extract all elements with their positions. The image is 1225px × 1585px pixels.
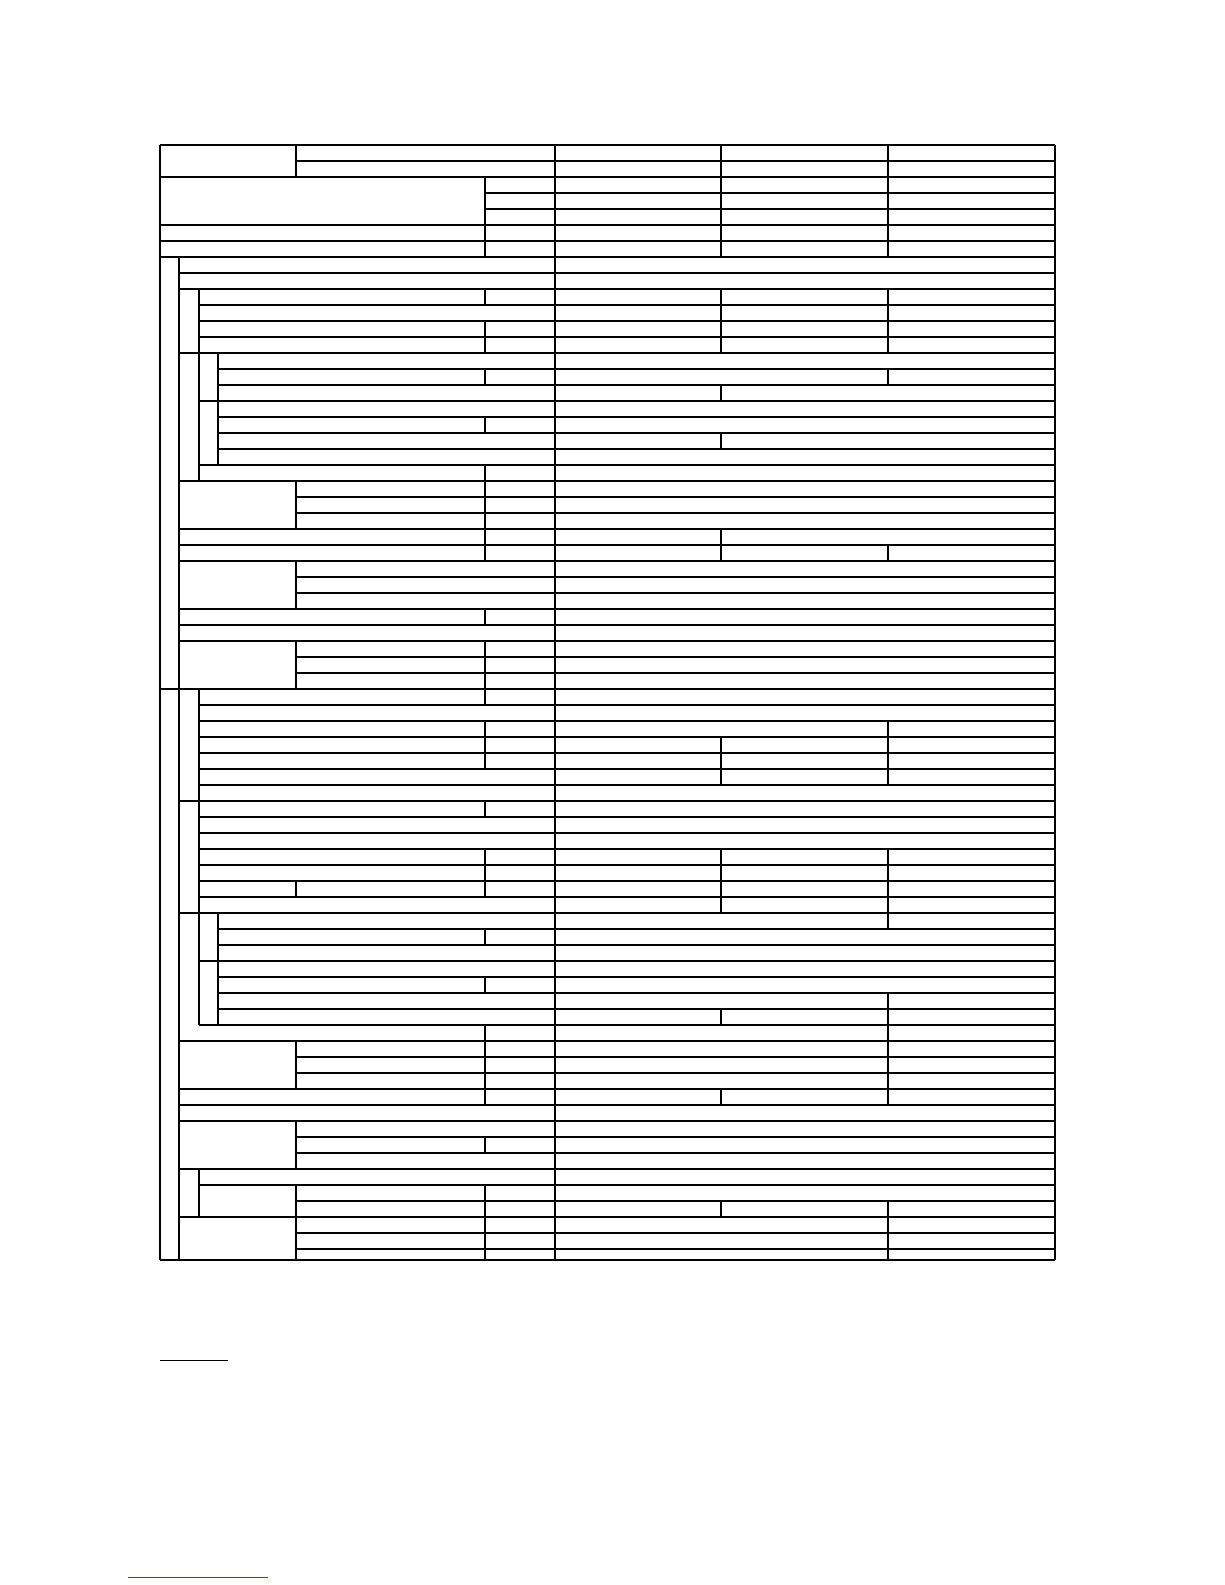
note-underline <box>160 1360 228 1361</box>
footer-link-underline[interactable] <box>128 1577 268 1578</box>
